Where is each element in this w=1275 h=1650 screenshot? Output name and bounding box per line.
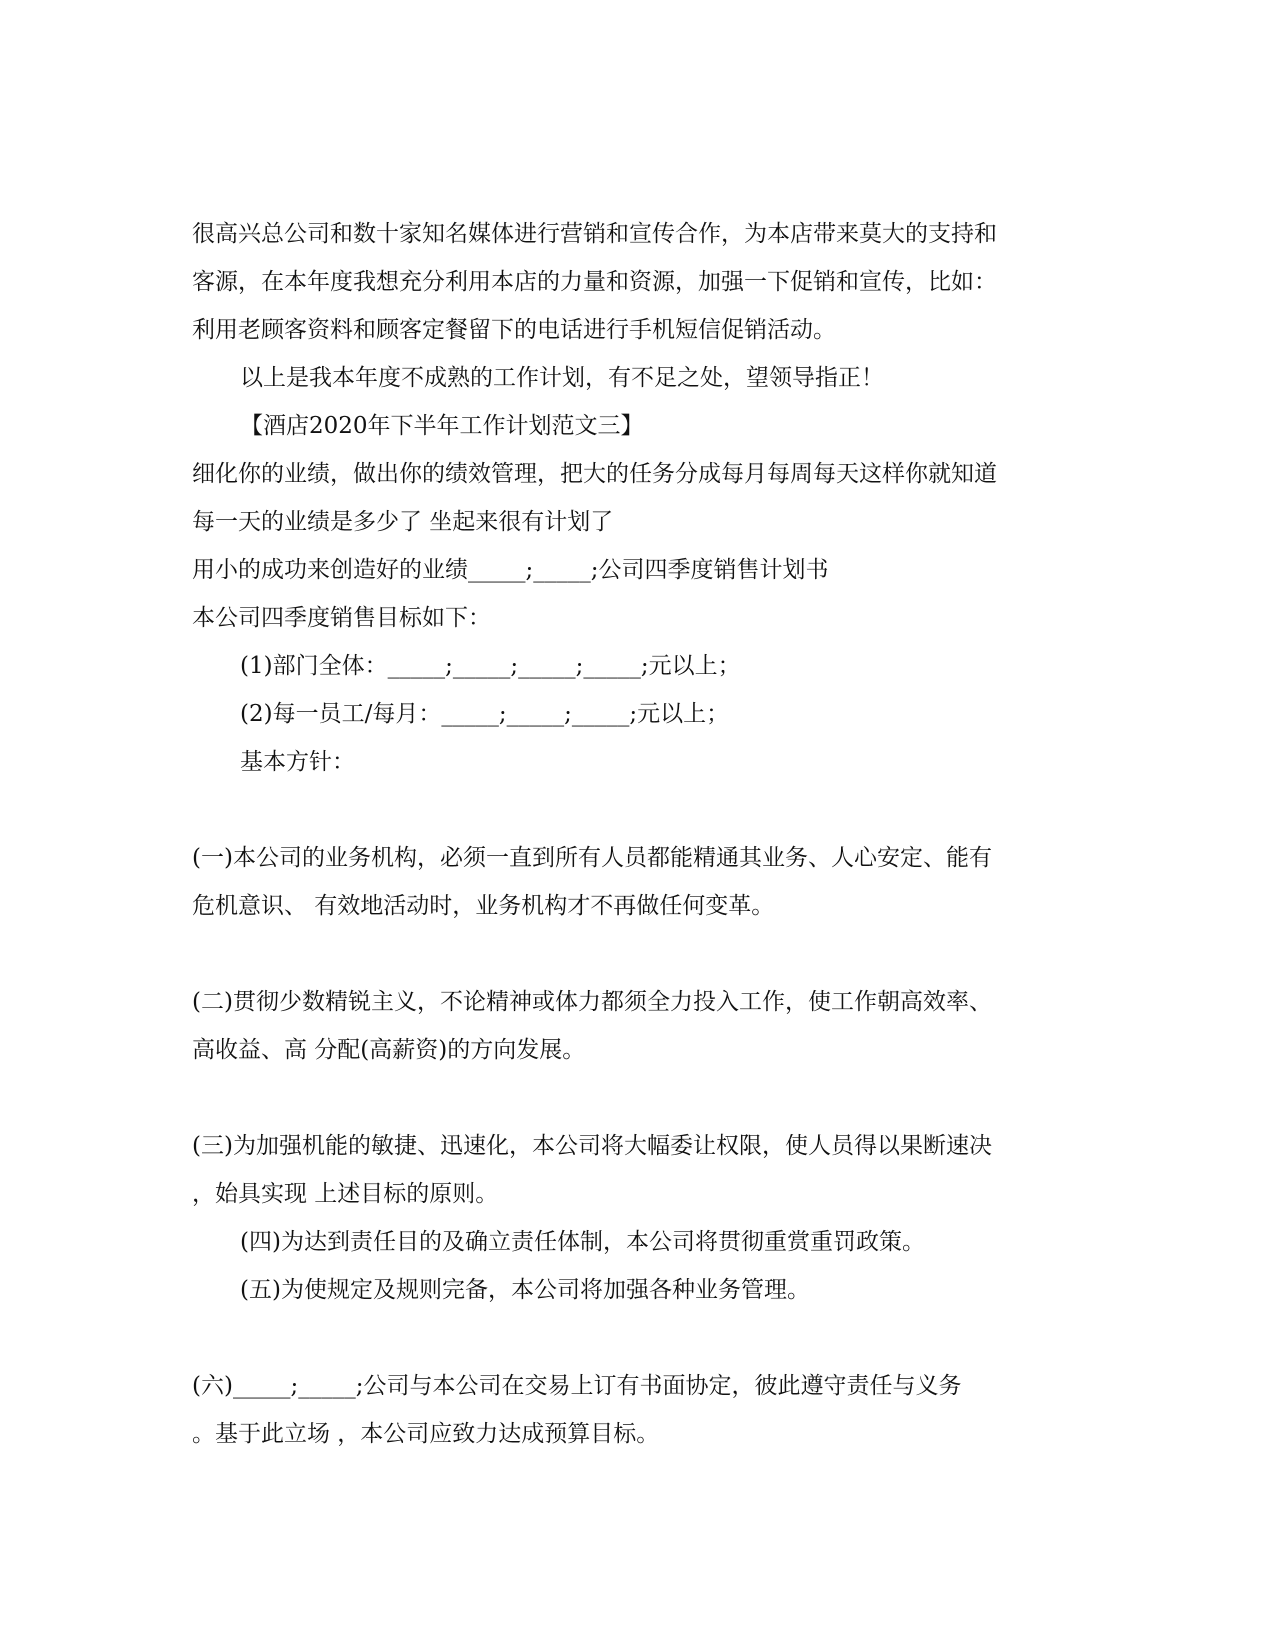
paragraph-line: 。基于此立场 ，本公司应致力达成预算目标。 <box>192 1421 660 1447</box>
list-item: (四)为达到责任目的及确立责任体制，本公司将贯彻重赏重罚政策。 <box>240 1229 925 1255</box>
paragraph-line: 高收益、高 分配(高薪资)的方向发展。 <box>192 1037 586 1063</box>
spacer <box>192 1314 1092 1362</box>
paragraph-line: 利用老顾客资料和顾客定餐留下的电话进行手机短信促销活动。 <box>192 317 836 343</box>
document-body <box>192 210 1092 1458</box>
list-item: (三)为加强机能的敏捷、迅速化，本公司将大幅委让权限，使人员得以果断速决 <box>192 1133 992 1159</box>
list-item: (二)贯彻少数精锐主义，不论精神或体力都须全力投入工作，使工作朝高效率、 <box>192 989 992 1015</box>
section-heading: 【酒店2020年下半年工作计划范文三】 <box>240 413 644 439</box>
list-item: (2)每一员工/每月：_____;_____;_____;元以上； <box>240 701 730 727</box>
spacer <box>192 1074 1092 1122</box>
list-item: (五)为使规定及规则完备，本公司将加强各种业务管理。 <box>240 1277 810 1303</box>
paragraph-line: 很高兴总公司和数十家知名媒体进行营销和宣传合作，为本店带来莫大的支持和 <box>192 221 997 247</box>
list-item: (一)本公司的业务机构，必须一直到所有人员都能精通其业务、人心安定、能有 <box>192 845 992 871</box>
list-item: (1)部门全体：_____;_____;_____;_____;元以上； <box>240 653 741 679</box>
paragraph-line: 用小的成功来创造好的业绩_____;_____;公司四季度销售计划书 <box>192 557 829 583</box>
paragraph-line: 本公司四季度销售目标如下： <box>192 605 491 631</box>
spacer <box>192 930 1092 978</box>
paragraph-line: 细化你的业绩，做出你的绩效管理，把大的任务分成每月每周每天这样你就知道 <box>192 461 997 487</box>
paragraph-line: 基本方针： <box>240 749 355 775</box>
list-item: (六)_____;_____;公司与本公司在交易上订有书面协定，彼此遵守责任与义务 <box>192 1373 962 1399</box>
spacer <box>192 786 1092 834</box>
paragraph-line: 每一天的业绩是多少了 坐起来很有计划了 <box>192 509 614 535</box>
paragraph-line: ，始具实现 上述目标的原则。 <box>192 1181 499 1207</box>
paragraph-line: 客源，在本年度我想充分利用本店的力量和资源，加强一下促销和宣传，比如： <box>192 269 997 295</box>
paragraph-line: 以上是我本年度不成熟的工作计划，有不足之处，望领导指正！ <box>240 365 884 391</box>
paragraph-line: 危机意识、 有效地活动时，业务机构才不再做任何变革。 <box>192 893 775 919</box>
